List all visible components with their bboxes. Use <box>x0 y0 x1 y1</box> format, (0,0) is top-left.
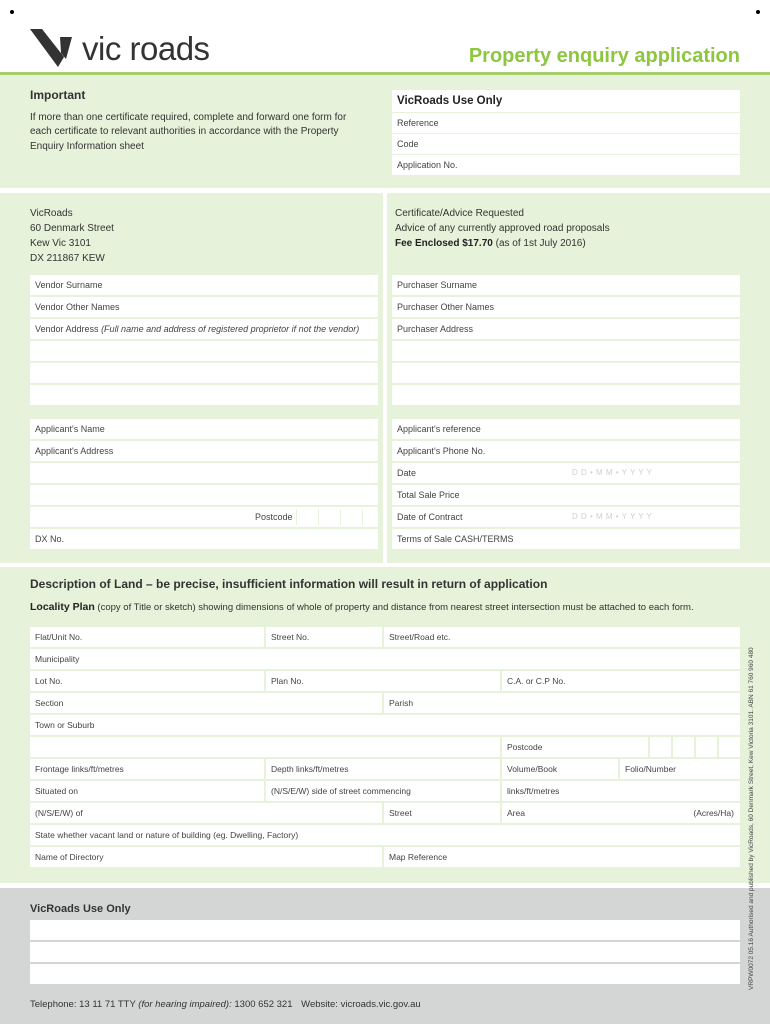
vendor-address-line[interactable] <box>30 363 378 383</box>
name-of-directory-field[interactable]: Name of Directory <box>30 847 382 867</box>
corner-dot <box>10 10 14 14</box>
postcode-label: Postcode <box>255 512 293 522</box>
reference-field[interactable]: Reference <box>392 113 740 133</box>
purchaser-address-line[interactable] <box>392 363 740 383</box>
postcode-box[interactable] <box>696 737 717 757</box>
vendor-address-note: (Full name and address of registered proprietor if not the vendor) <box>101 324 360 334</box>
contract-date-placeholder: D D • M M • Y Y Y Y <box>572 512 653 521</box>
locality-plan-text: (copy of Title or sketch) showing dimensions of whole of property and distance from nearest street intersection must be attached to each form. <box>97 602 694 613</box>
address-line: 60 Denmark Street <box>30 223 114 234</box>
date-label: Date <box>397 468 417 478</box>
applicant-postcode-row[interactable] <box>30 507 378 527</box>
volume-book-field[interactable]: Volume/Book <box>502 759 618 779</box>
website-text: Website: vicroads.vic.gov.au <box>301 999 421 1010</box>
applicant-address-field[interactable]: Applicant's Address <box>30 441 378 461</box>
acres-ha-label: (Acres/Ha) <box>693 808 734 818</box>
fee-note: (as of 1st July 2016) <box>495 238 586 249</box>
nsew-of-field[interactable]: (N/S/E/W) of <box>30 803 382 823</box>
map-reference-field[interactable]: Map Reference <box>384 847 740 867</box>
postcode-box-divider <box>362 509 363 525</box>
fee-line <box>395 236 586 251</box>
section-field[interactable]: Section <box>30 693 382 713</box>
office-use-heading: VicRoads Use Only <box>392 90 740 112</box>
important-text-line: If more than one certificate required, complete and forward one form for <box>30 112 347 123</box>
vendor-address-label: Vendor Address <box>35 324 99 334</box>
postcode-box-divider <box>340 509 341 525</box>
page-title: Property enquiry application <box>468 45 740 67</box>
street-no-field[interactable]: Street No. <box>266 627 382 647</box>
vendor-address-line[interactable] <box>30 385 378 405</box>
vendor-address-field[interactable] <box>30 319 378 339</box>
applicant-address-line[interactable] <box>30 485 378 505</box>
depth-field[interactable]: Depth links/ft/metres <box>266 759 500 779</box>
important-text-line: Enquiry Information sheet <box>30 141 144 152</box>
flat-unit-field[interactable]: Flat/Unit No. <box>30 627 264 647</box>
purchaser-other-names-field[interactable]: Purchaser Other Names <box>392 297 740 317</box>
ca-cp-field[interactable]: C.A. or C.P No. <box>502 671 740 691</box>
date-placeholder: D D • M M • Y Y Y Y <box>572 468 653 477</box>
links-field[interactable]: links/ft/metres <box>502 781 740 801</box>
office-use-line[interactable] <box>30 964 740 984</box>
fee-enclosed: Fee Enclosed $17.70 <box>395 238 493 249</box>
folio-number-field[interactable]: Folio/Number <box>620 759 740 779</box>
vicroads-logo-icon <box>30 29 78 69</box>
situated-on-field[interactable]: Situated on <box>30 781 264 801</box>
side-of-street-field[interactable]: (N/S/E/W) side of street commencing <box>266 781 500 801</box>
town-suburb-field[interactable]: Town or Suburb <box>30 715 740 735</box>
applicant-reference-field[interactable]: Applicant's reference <box>392 419 740 439</box>
important-text-line: each certificate to relevant authorities in accordance with the Property <box>30 126 339 137</box>
address-line: DX 211867 KEW <box>30 253 105 264</box>
purchaser-surname-field[interactable]: Purchaser Surname <box>392 275 740 295</box>
postcode-field[interactable]: Postcode <box>502 737 648 757</box>
area-label: Area <box>507 808 525 818</box>
plan-no-field[interactable]: Plan No. <box>266 671 500 691</box>
postcode-box[interactable] <box>719 737 740 757</box>
land-heading: Description of Land – be precise, insufficient information will result in return of application <box>30 577 548 591</box>
area-field[interactable] <box>502 803 740 823</box>
telephone-text: Telephone: 13 11 71 TTY <box>30 999 136 1010</box>
vendor-other-names-field[interactable]: Vendor Other Names <box>30 297 378 317</box>
vacant-land-field[interactable]: State whether vacant land or nature of building (eg. Dwelling, Factory) <box>30 825 740 845</box>
frontage-field[interactable]: Frontage links/ft/metres <box>30 759 264 779</box>
purchaser-address-line[interactable] <box>392 385 740 405</box>
address-line: Kew Vic 3101 <box>30 238 91 249</box>
tty-note: (for hearing impaired): <box>138 999 232 1010</box>
code-field[interactable]: Code <box>392 134 740 154</box>
purchaser-address-line[interactable] <box>392 341 740 361</box>
footer-contact <box>30 997 421 1012</box>
postcode-box[interactable] <box>650 737 671 757</box>
office-use-line[interactable] <box>30 920 740 940</box>
side-publication-note: VRPW0072 05.16 Authorised and published by VicRoads, 60 Denmark Street, Kew Victoria 3101. ABN 61 760 960 480 <box>748 647 755 990</box>
lot-no-field[interactable]: Lot No. <box>30 671 264 691</box>
locality-plan-label: Locality Plan <box>30 601 95 613</box>
municipality-field[interactable]: Municipality <box>30 649 740 669</box>
address-line: VicRoads <box>30 208 73 219</box>
street-field[interactable]: Street <box>384 803 500 823</box>
application-no-field[interactable]: Application No. <box>392 155 740 175</box>
terms-of-sale-field[interactable]: Terms of Sale CASH/TERMS <box>392 529 740 549</box>
purchaser-address-field[interactable]: Purchaser Address <box>392 319 740 339</box>
certificate-requested: Certificate/Advice Requested <box>395 208 524 219</box>
office-use-line[interactable] <box>30 942 740 962</box>
postcode-box[interactable] <box>673 737 694 757</box>
postcode-box-divider <box>296 509 297 525</box>
brand-name: vic roads <box>82 30 210 67</box>
locality-plan-line <box>30 600 694 615</box>
tty-number: 1300 652 321 <box>234 999 293 1010</box>
vendor-surname-field[interactable]: Vendor Surname <box>30 275 378 295</box>
applicant-phone-field[interactable]: Applicant's Phone No. <box>392 441 740 461</box>
footer-office-use-heading: VicRoads Use Only <box>30 903 131 915</box>
total-sale-price-field[interactable]: Total Sale Price <box>392 485 740 505</box>
dx-no-field[interactable]: DX No. <box>30 529 378 549</box>
date-of-contract-label: Date of Contract <box>397 512 463 522</box>
corner-dot <box>756 10 760 14</box>
date-field[interactable] <box>392 463 740 483</box>
town-suburb-line[interactable] <box>30 737 500 757</box>
important-heading: Important <box>30 88 86 102</box>
applicant-address-line[interactable] <box>30 463 378 483</box>
vendor-address-line[interactable] <box>30 341 378 361</box>
date-of-contract-field[interactable] <box>392 507 740 527</box>
street-road-field[interactable]: Street/Road etc. <box>384 627 740 647</box>
parish-field[interactable]: Parish <box>384 693 740 713</box>
certificate-advice: Advice of any currently approved road proposals <box>395 223 610 234</box>
postcode-box-divider <box>318 509 319 525</box>
applicant-name-field[interactable]: Applicant's Name <box>30 419 378 439</box>
